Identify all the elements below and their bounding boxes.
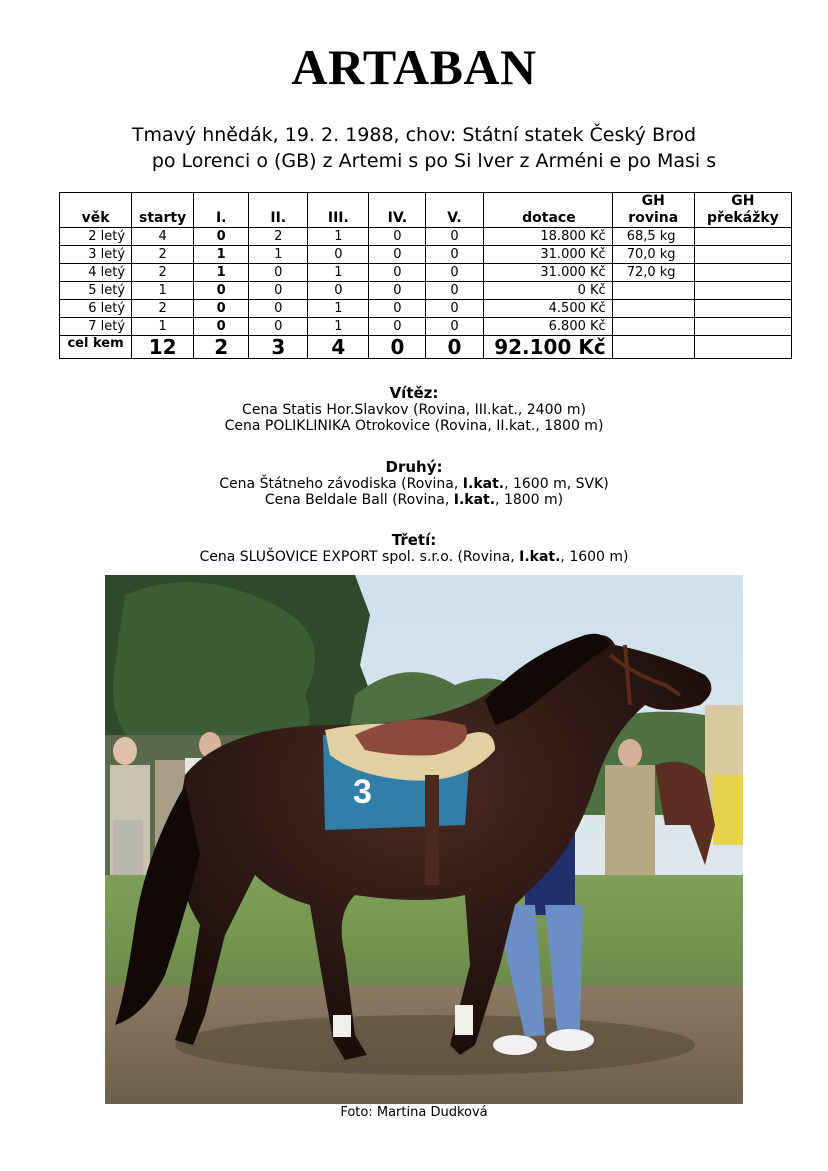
cell-third: 1 [308, 228, 369, 246]
cell-age: 4 letý [60, 264, 132, 282]
cell-fourth: 0 [369, 318, 426, 336]
col-header-gh-jumps: GH překážky [694, 193, 791, 228]
col-header-fourth: IV. [369, 193, 426, 228]
col-header-second: II. [249, 193, 308, 228]
cell-second: 1 [249, 246, 308, 264]
cell-prize-money: 18.800 Kč [483, 228, 612, 246]
cell-gh-jumps [694, 282, 791, 300]
pedigree-line: po Lorenci o (GB) z Artemi s po Si lver z Arméni e po Masi s [151, 150, 717, 172]
third-places-heading: Třetí: [391, 531, 437, 549]
total-third: 4 [308, 336, 369, 359]
total-prize-money: 92.100 Kč [483, 336, 612, 359]
cell-third: 0 [308, 246, 369, 264]
col-header-third: III. [308, 193, 369, 228]
cell-prize-money: 0 Kč [483, 282, 612, 300]
cell-gh-flat: 72,0 kg [612, 264, 694, 282]
cell-gh-flat [612, 300, 694, 318]
third-places-section [0, 531, 828, 565]
cell-fifth: 0 [426, 246, 483, 264]
win-item: Cena Statis Hor.Slavkov (Rovina, III.kat., 2400 m) [242, 402, 586, 418]
cell-gh-jumps [694, 318, 791, 336]
cell-fourth: 0 [369, 264, 426, 282]
cell-starts: 1 [132, 282, 194, 300]
cell-third: 0 [308, 282, 369, 300]
cell-first: 1 [194, 246, 249, 264]
cell-fifth: 0 [426, 282, 483, 300]
col-header-first: I. [194, 193, 249, 228]
horse-name-title: ARTABAN [291, 39, 537, 95]
table-row [60, 228, 792, 246]
cell-age: 2 letý [60, 228, 132, 246]
race-record-table [59, 192, 792, 359]
col-header-fifth: V. [426, 193, 483, 228]
second-place-item: Cena Beldale Ball (Rovina, I.kat., 1800 m) [264, 492, 564, 508]
cell-age: 7 letý [60, 318, 132, 336]
cell-first: 0 [194, 228, 249, 246]
wins-heading: Vítěz: [389, 384, 439, 402]
cell-second: 0 [249, 318, 308, 336]
total-first: 2 [194, 336, 249, 359]
cell-gh-jumps [694, 264, 791, 282]
col-header-age: věk [60, 193, 132, 228]
cell-prize-money: 31.000 Kč [483, 246, 612, 264]
cell-prize-money: 31.000 Kč [483, 264, 612, 282]
cell-fourth: 0 [369, 300, 426, 318]
table-row [60, 264, 792, 282]
cell-second: 2 [249, 228, 308, 246]
cell-prize-money: 6.800 Kč [483, 318, 612, 336]
cell-gh-flat [612, 282, 694, 300]
table-row [60, 246, 792, 264]
cell-fourth: 0 [369, 228, 426, 246]
cell-gh-flat [612, 318, 694, 336]
second-places-section [0, 458, 828, 508]
cell-fourth: 0 [369, 246, 426, 264]
photo-caption: Foto: Martina Dudková [340, 1105, 488, 1120]
cell-first: 0 [194, 282, 249, 300]
win-item: Cena POLIKLINIKA Otrokovice (Rovina, II.kat., 1800 m) [224, 418, 604, 434]
cell-starts: 2 [132, 246, 194, 264]
cell-starts: 2 [132, 264, 194, 282]
table-row [60, 300, 792, 318]
saddle-cloth-number: 3 [353, 773, 372, 811]
cell-first: 0 [194, 300, 249, 318]
col-header-starts: starty [132, 193, 194, 228]
col-header-gh-flat: GH rovina [612, 193, 694, 228]
cell-second: 0 [249, 264, 308, 282]
table-header-row [60, 193, 792, 228]
cell-fifth: 0 [426, 318, 483, 336]
total-fifth: 0 [426, 336, 483, 359]
table-total-row [60, 336, 792, 359]
col-header-prize-money: dotace [483, 193, 612, 228]
cell-starts: 1 [132, 318, 194, 336]
cell-second: 0 [249, 300, 308, 318]
cell-age: 3 letý [60, 246, 132, 264]
third-place-item: Cena SLUŠOVICE EXPORT spol. s.r.o. (Rovina, I.kat., 1600 m) [199, 549, 629, 565]
total-fourth: 0 [369, 336, 426, 359]
total-label: cel kem [60, 336, 132, 359]
cell-gh-flat: 68,5 kg [612, 228, 694, 246]
cell-fifth: 0 [426, 300, 483, 318]
cell-first: 0 [194, 318, 249, 336]
cell-fifth: 0 [426, 228, 483, 246]
horse-photo [105, 575, 743, 1104]
cell-prize-money: 4.500 Kč [483, 300, 612, 318]
cell-third: 1 [308, 300, 369, 318]
cell-gh-jumps [694, 228, 791, 246]
cell-fourth: 0 [369, 282, 426, 300]
cell-third: 1 [308, 264, 369, 282]
horse-description: Tmavý hnědák, 19. 2. 1988, chov: Státní statek Český Brod [131, 124, 697, 146]
cell-age: 6 letý [60, 300, 132, 318]
cell-age: 5 letý [60, 282, 132, 300]
cell-fifth: 0 [426, 264, 483, 282]
cell-starts: 2 [132, 300, 194, 318]
cell-gh-jumps [694, 300, 791, 318]
table-row [60, 318, 792, 336]
cell-gh-flat: 70,0 kg [612, 246, 694, 264]
total-gh-flat [612, 336, 694, 359]
cell-gh-jumps [694, 246, 791, 264]
cell-second: 0 [249, 282, 308, 300]
wins-section [0, 384, 828, 434]
cell-starts: 4 [132, 228, 194, 246]
total-second: 3 [249, 336, 308, 359]
table-row [60, 282, 792, 300]
total-gh-jumps [694, 336, 791, 359]
second-places-heading: Druhý: [385, 458, 443, 476]
cell-third: 1 [308, 318, 369, 336]
second-place-item: Cena Štátneho závodiska (Rovina, I.kat., 1600 m, SVK) [219, 476, 609, 492]
total-starts: 12 [132, 336, 194, 359]
cell-first: 1 [194, 264, 249, 282]
